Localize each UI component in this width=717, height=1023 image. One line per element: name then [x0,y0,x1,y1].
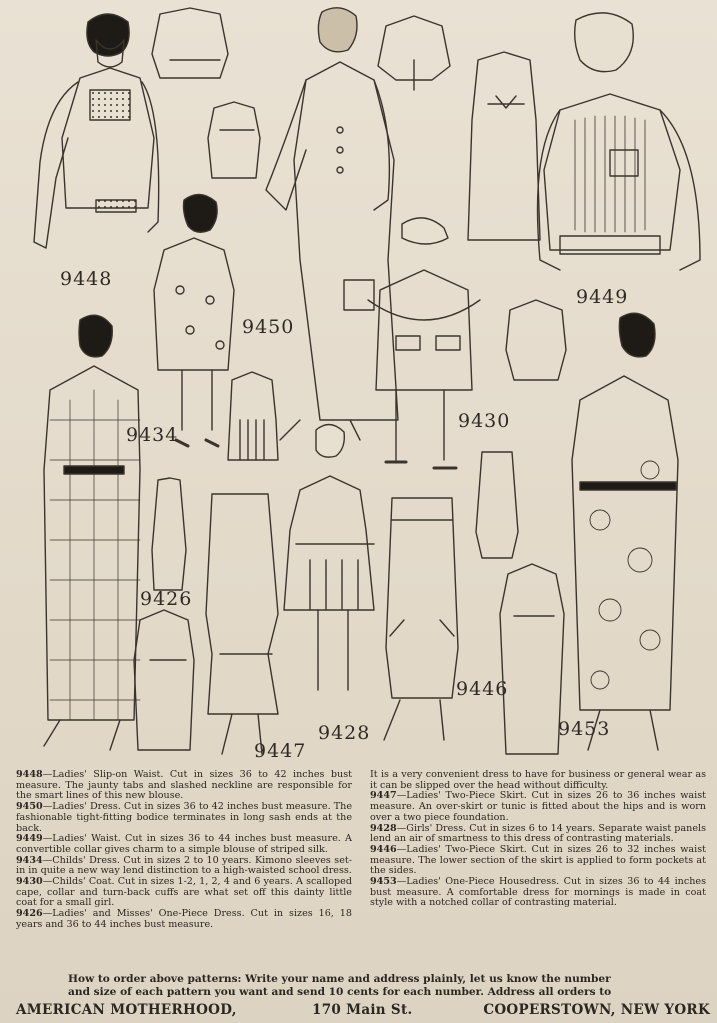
pattern-descriptions [16,770,710,970]
pattern-number-9446: 9446 [456,678,509,700]
description-9430 [16,877,352,909]
description-code: 9450 [16,801,43,813]
description-9449 [16,834,352,855]
sketch-9448-back [152,8,228,78]
description-code: 9434 [16,854,43,866]
description-column-left [16,770,352,931]
figure-9426 [44,315,140,750]
order-instructions [16,973,710,999]
description-9428 [370,824,706,845]
sketch-9450-front [468,52,540,240]
sketch-9430-back [506,300,566,380]
description-9426-continued: It is a very convenient dress to have for business or general wear as it can be slipped over the head without difficulty. [370,769,706,791]
publisher-name: AMERICAN MOTHERHOOD, [16,1002,237,1018]
figure-9448 [34,14,159,248]
publisher-footer [16,1002,710,1018]
figure-9447 [206,494,278,754]
description-text: —Ladies' One-Piece Housedress. Cut in sizes 36 to 44 inches bust measure. A comfortable dress for mornings is made in coat style with a notched collar of contrasting material. [370,876,706,909]
pattern-number-9449: 9449 [576,286,629,308]
pattern-number-9447: 9447 [254,740,307,762]
description-code: 9449 [16,833,43,845]
description-text: —Ladies' Two-Piece Skirt. Cut in sizes 26 to 36 inches waist measure. An over-skirt or tunic is fitted about the hips and is worn over a two piece foundation. [370,790,706,823]
description-text: —Childs' Coat. Cut in sizes 1-2, 1, 2, 4 and 6 years. A scalloped cape, collar and turn-back cuffs are what set off this dainty little coat for a small girl. [16,876,352,909]
publisher-street: 170 Main St. [312,1002,413,1018]
description-code: 9430 [16,876,43,888]
figure-9450 [266,8,398,440]
publisher-city: COOPERSTOWN, NEW YORK [483,1002,710,1018]
description-9446 [370,845,706,877]
figure-9446 [384,498,458,740]
description-text: —Ladies' Two-Piece Skirt. Cut in sizes 26 to 32 inches waist measure. The lower section of the skirt is applied to form pockets at the sides. [370,843,706,877]
description-text: —Childs' Dress. Cut in sizes 2 to 10 years. Kimono sleeves set-in in quite a new way lend distinction to a high-waisted school dress. [16,854,352,877]
order-line-2: and size of each pattern you want and send 10 cents for each number. Address all orders to [68,986,612,998]
description-9453 [370,877,706,909]
description-9434 [16,856,352,877]
pattern-number-9448: 9448 [60,268,113,290]
description-9448 [16,770,352,802]
order-line-1: How to order above patterns: Write your name and address plainly, let us know the number [68,973,611,985]
sketch-9434-small [208,102,260,178]
description-code: 9446 [370,843,397,855]
pattern-number-9450: 9450 [242,316,295,338]
pattern-number-9453: 9453 [558,718,611,740]
description-text: —Ladies' and Misses' One-Piece Dress. Cut in sizes 16, 18 years and 36 to 44 inches bust measure. [16,908,352,930]
sketch-9446-dress [500,564,564,754]
figure-9428 [284,424,374,690]
figure-9434 [154,194,234,446]
description-9447 [370,791,706,823]
sketch-9426-small [152,478,186,590]
description-text: —Ladies' Waist. Cut in sizes 36 to 44 inches bust measure. A convertible collar gives charm to a simple blouse of striped silk. [16,833,352,855]
description-9426 [16,909,352,930]
pattern-number-9430: 9430 [458,410,511,432]
description-code: 9448 [16,769,43,780]
sketch-9426-back [134,610,194,750]
description-column-right [370,770,706,909]
pattern-number-9428: 9428 [318,722,371,744]
description-code: 9426 [16,908,43,920]
description-text: —Girls' Dress. Cut in sizes 6 to 14 years. Separate waist panels lend an air of smartness to this dress of contrasting materials. [370,822,706,845]
description-code: 9428 [370,822,397,834]
figure-9449 [538,13,701,270]
sketch-9446-small [476,452,518,558]
description-code: 9447 [370,790,397,802]
pattern-number-9434: 9434 [126,424,179,446]
description-code: 9453 [370,876,397,888]
pattern-number-9426: 9426 [140,588,193,610]
sketch-9450-back [378,16,450,90]
description-9450 [16,802,352,834]
figure-9453 [572,313,678,750]
description-text: —Ladies' Slip-on Waist. Cut in sizes 36 to 42 inches bust measure. The jaunty tabs and slashed neckline are responsible for the smart lines of this new blouse. [16,769,352,802]
sketch-9434-back [228,372,278,460]
description-text: —Ladies' Dress. Cut in sizes 36 to 42 inches bust measure. The fashionable tight-fitting bodice terminates in long sash ends at the back. [16,801,352,834]
